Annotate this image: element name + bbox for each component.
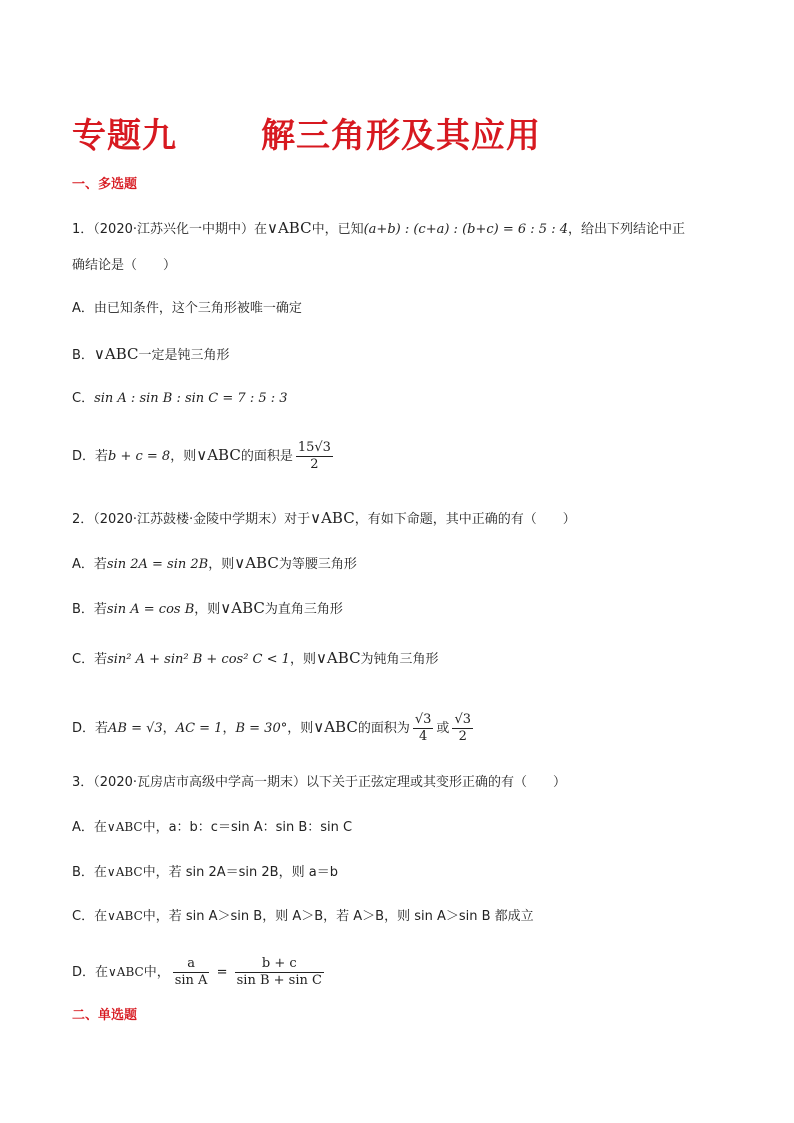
section-heading-single: 二、单选题 — [72, 1008, 138, 1023]
q2-option-a: A．若sin 2A = sin 2B，则∨ABC为等腰三角形 — [72, 554, 357, 572]
q3-fraction-right: $\frac{b + c}{\text{sin B + sin C}}$ — [236, 956, 322, 988]
q1-option-b: B．∨ABC一定是钝三角形 — [72, 345, 230, 363]
q1-option-d: D．若b + c = 8，则∨ABC的面积是 $\frac{15√3}{2}$ — [72, 440, 331, 472]
title-main: 专题九 — [72, 116, 177, 156]
q1-stem: 1．（2020·江苏兴化一中期中）在∨ABC中，已知(a+b) : (c+a) : (b+c) = 6 : 5 : 4，给出下列结论中正 — [72, 219, 685, 237]
q2-option-b: B．若sin A = cos B，则∨ABC为直角三角形 — [72, 599, 343, 617]
q3-option-c: C．在∨ABC中，若 sin A＞sin B，则 A＞B，若 A＞B，则 sin A＞sin B 都成立 — [72, 909, 534, 924]
q3-option-d: D．在∨ABC中， $\frac{a}{\text{sin A}}$ = $\frac{b + c}{\text{sin B + sin C}}$ — [72, 956, 322, 988]
q3-stem: 3．（2020·瓦房店市高级中学高一期末）以下关于正弦定理或其变形正确的有（ ） — [72, 775, 566, 790]
q3-option-b: B．在∨ABC中，若 sin 2A＝sin 2B，则 a＝b — [72, 865, 338, 880]
q3-option-a: A．在∨ABC中，a：b：c＝sin A：sin B：sin C — [72, 820, 353, 835]
section-heading-multi: 一、多选题 — [72, 177, 138, 192]
q3-fraction-left: $\frac{a}{\text{sin A}}$ — [174, 956, 208, 988]
q2-option-d: D．若AB = √3，AC = 1，B = 30°，则∨ABC的面积为 $\frac{√3}{4}$ 或 $\frac{√3}{2}$ — [72, 712, 471, 744]
title-sub: 解三角形及其应用 — [261, 116, 541, 156]
q2-option-c: C．若sin² A + sin² B + cos² C < 1，则∨ABC为钝角三角形 — [72, 649, 439, 667]
q2-area-fraction-2: $\frac{√3}{2}$ — [454, 712, 471, 744]
q1-stem-cont: 确结论是（ ） — [72, 258, 177, 273]
q1-option-c: C．sin A : sin B : sin C = 7 : 5 : 3 — [72, 391, 288, 406]
q1-area-fraction: $\frac{15√3}{2}$ — [297, 440, 331, 472]
q2-area-fraction-1: $\frac{√3}{4}$ — [414, 712, 432, 744]
q2-stem: 2．（2020·江苏鼓楼·金陵中学期末）对于∨ABC，有如下命题，其中正确的有（ ） — [72, 509, 576, 527]
page-title — [72, 108, 541, 157]
q1-option-a: A．由已知条件，这个三角形被唯一确定 — [72, 301, 302, 316]
